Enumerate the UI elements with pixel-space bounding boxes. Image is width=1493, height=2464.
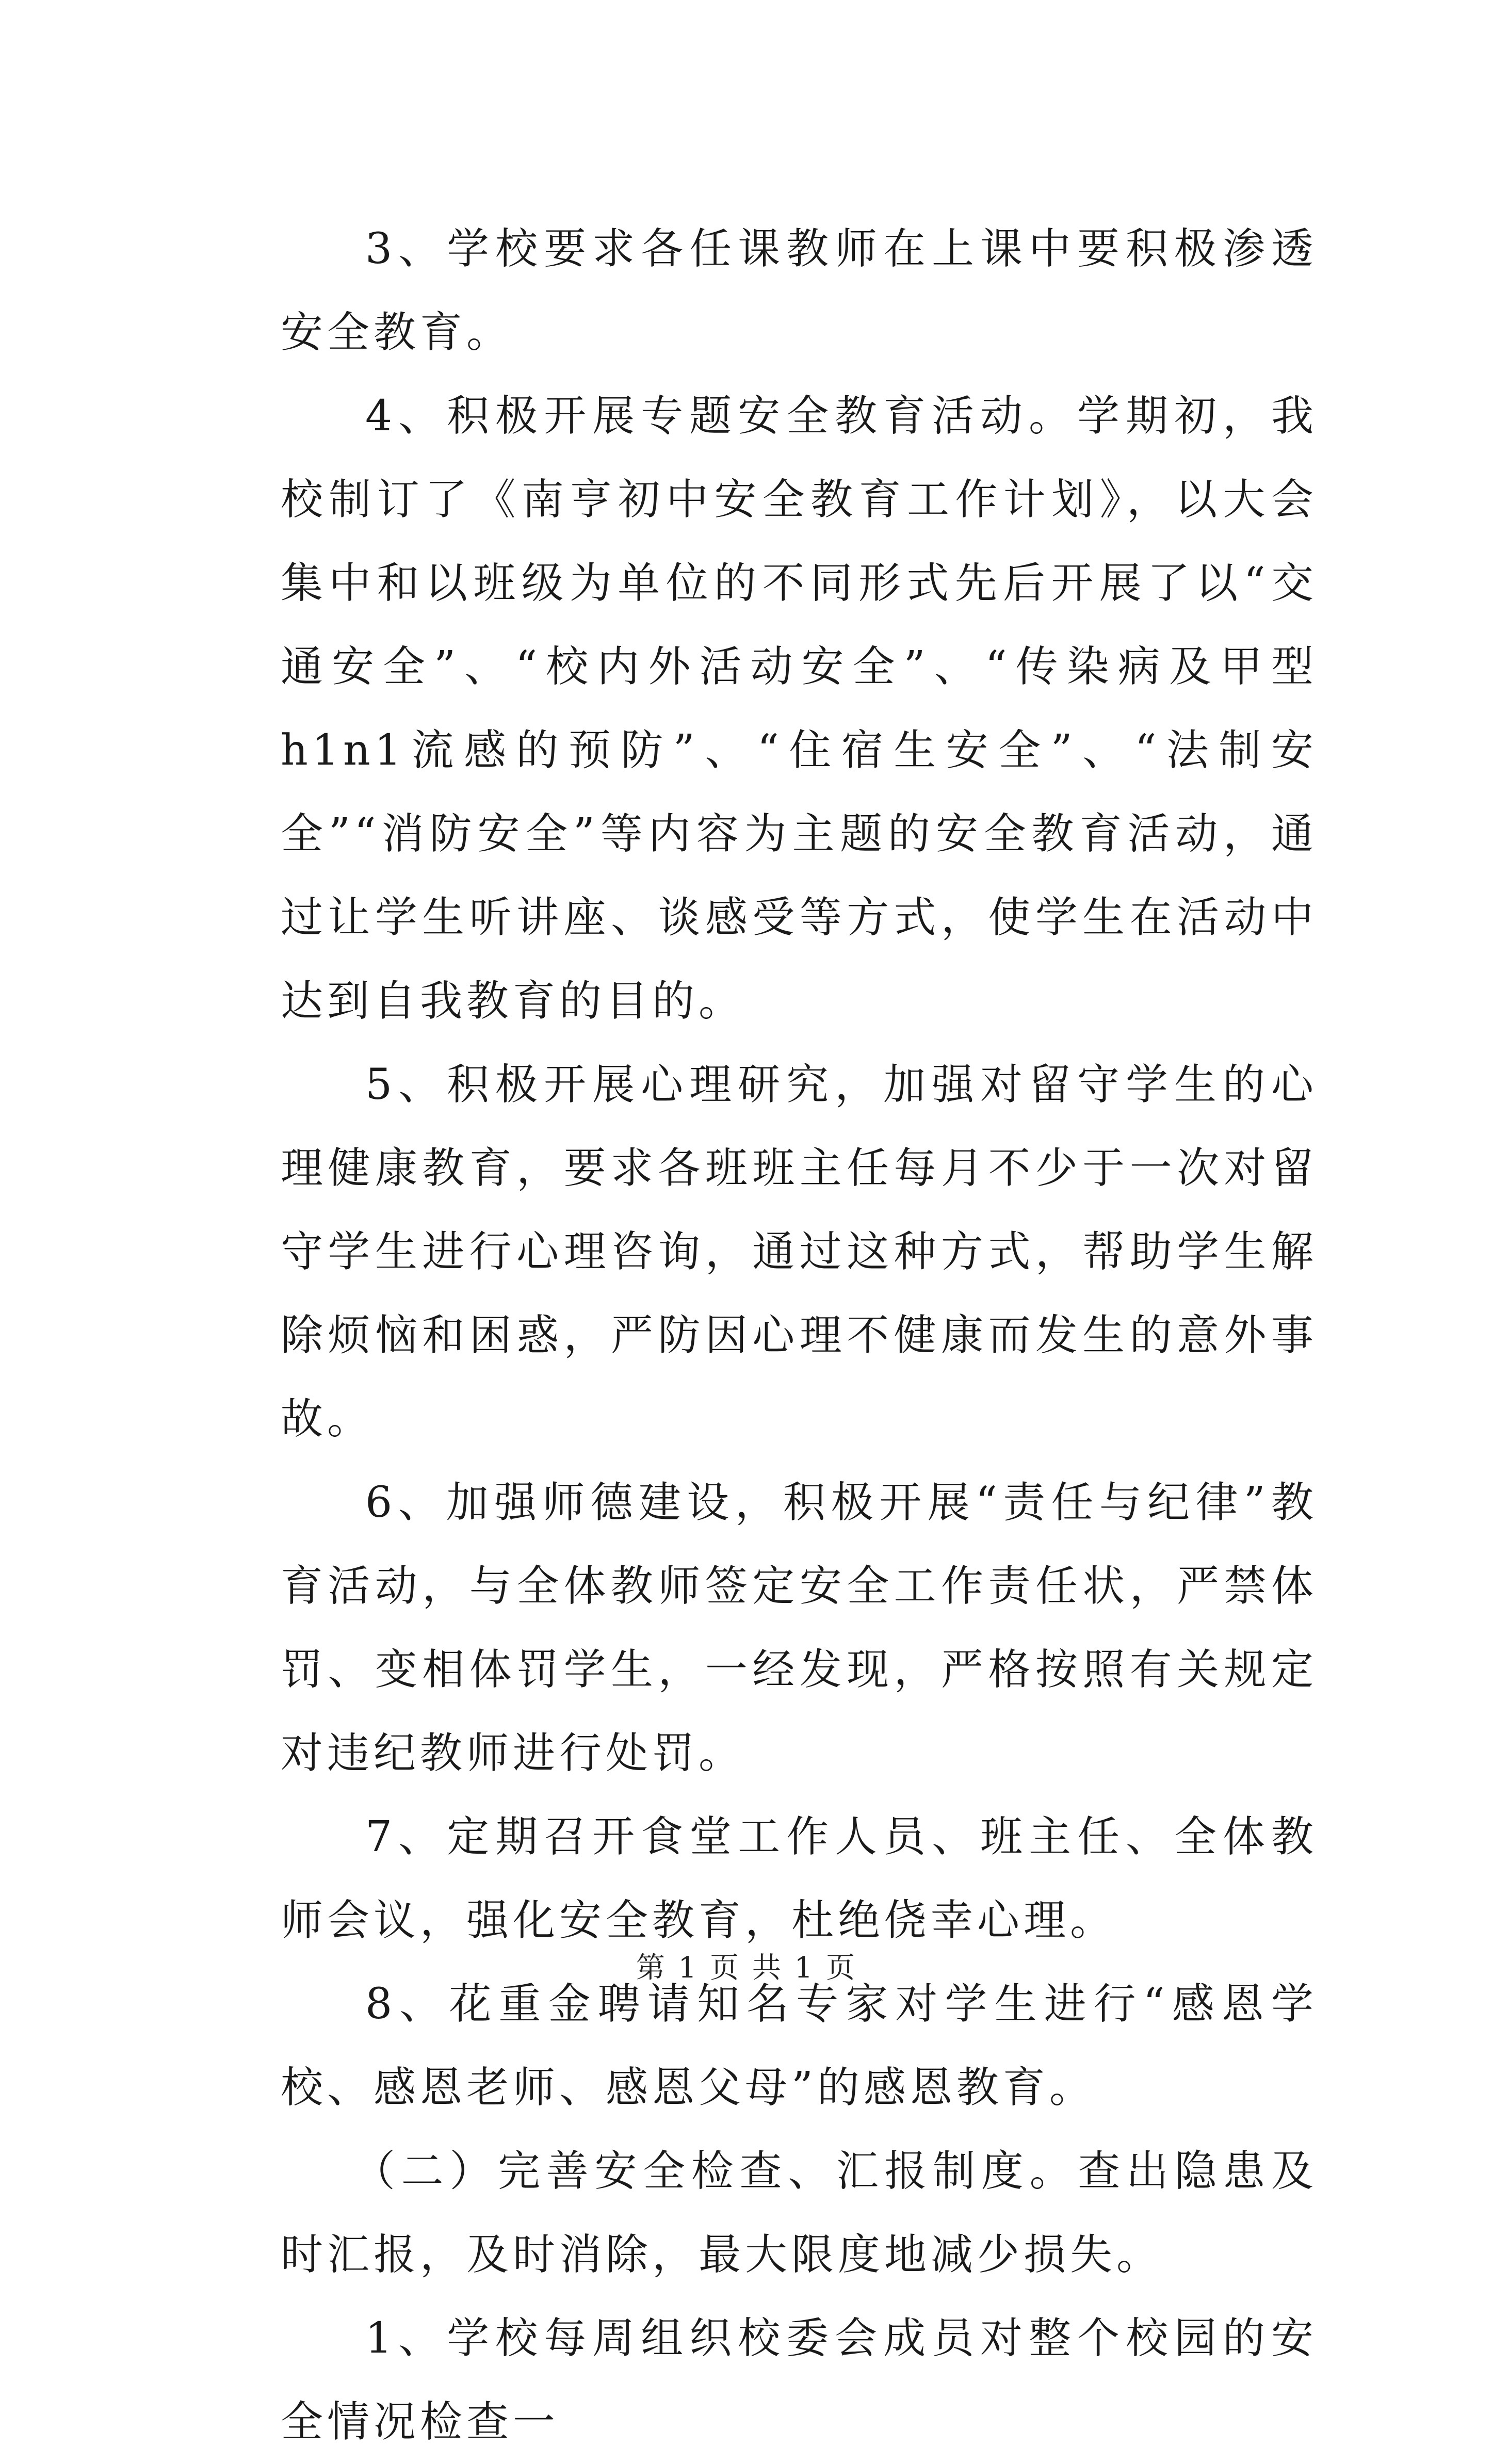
paragraph-item-1: 1、学校每周组织校委会成员对整个校园的安全情况检查一 [281,2314,1318,2446]
paragraph-item-3: 3、学校要求各任课教师在上课中要积极渗透安全教育。 [281,224,1318,357]
paragraph-item-8: 8、花重金聘请知名专家对学生进行“感恩学校、感恩老师、感恩父母”的感恩教育。 [281,1980,1318,2112]
page-footer: 第 1 页 共 1 页 [636,1951,857,1985]
paragraph-item-4: 4、积极开展专题安全教育活动。学期初，我校制订了《南亨初中安全教育工作计划》，以大会集中和以班级为单位的不同形式先后开展了以“交通安全”、“校内外活动安全”、“传染病及甲型h1n1流感的预防”、“住宿生安全”、“法制安全”“消防安全”等内容为主题的安全教育活动，通过让学生听讲座、谈感受等方式，使学生在活动中达到自我教育的目的。 [281,392,1318,1026]
section-heading-2: （二）完善安全检查、汇报制度。查出隐患及时汇报，及时消除，最大限度地减少损失。 [281,2147,1318,2279]
paragraph-item-6: 6、加强师德建设，积极开展“责任与纪律”教育活动，与全体教师签定安全工作责任状，严禁体罚、变相体罚学生，一经发现，严格按照有关规定对违纪教师进行处罚。 [281,1478,1318,1778]
paragraph-item-7: 7、定期召开食堂工作人员、班主任、全体教师会议，强化安全教育，杜绝侥幸心理。 [281,1812,1318,1945]
paragraph-item-5: 5、积极开展心理研究，加强对留守学生的心理健康教育，要求各班班主任每月不少于一次对留守学生进行心理咨询，通过这种方式，帮助学生解除烦恼和困惑，严防因心理不健康而发生的意外事故。 [281,1060,1318,1444]
document-body [281,207,1318,2464]
